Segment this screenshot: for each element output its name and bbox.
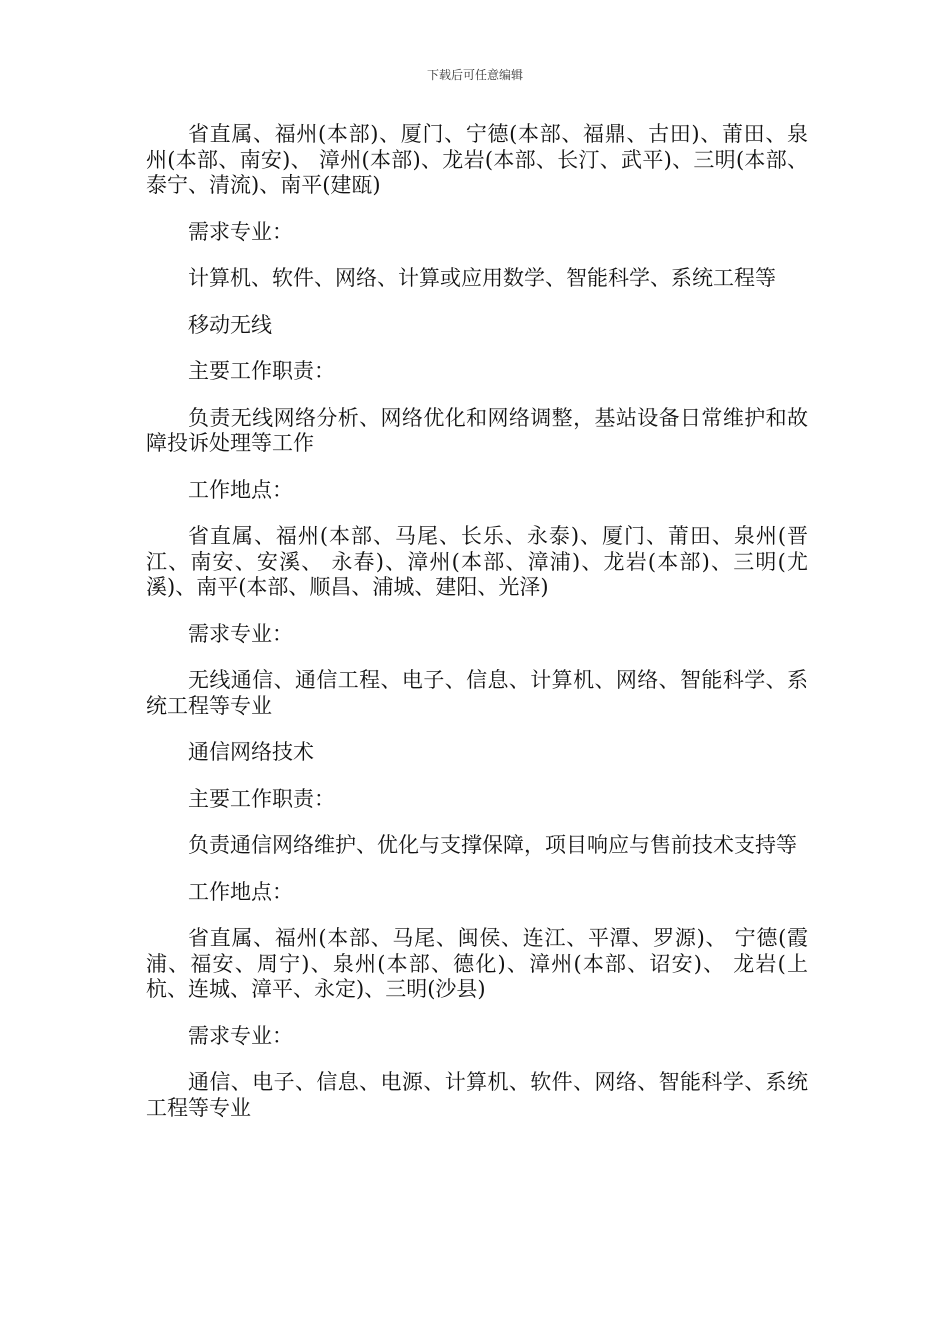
document-body	[146, 122, 808, 1142]
paragraph-duties-label-2: 主要工作职责：	[188, 786, 335, 811]
paragraph-duties-label-1: 主要工作职责：	[188, 359, 335, 383]
paragraph-locations-2: 省直属、福州(本部、马尾、长乐、永泰)、厦门、莆田、泉州(晋江、南安、安溪、 永春)、漳州(本部、漳浦)、龙岩(本部)、三明(尤溪)、南平(本部、顺昌、浦城、建阳、光泽)	[146, 524, 808, 599]
paragraph-required-major-label-1: 需求专业：	[188, 219, 293, 244]
paragraph-locations-3: 省直属、福州(本部、马尾、闽侯、连江、平潭、罗源)、 宁德(霞浦、福安、周宁)、泉州(本部、德化)、漳州(本部、诏安)、 龙岩(上杭、连城、漳平、永定)、三明(沙县)	[146, 926, 808, 1001]
section-title-mobile-wireless: 移动无线	[188, 312, 272, 337]
paragraph-required-majors-2: 无线通信、通信工程、电子、信息、计算机、网络、智能科学、系统工程等专业	[146, 668, 808, 718]
section-title-network-technology: 通信网络技术	[188, 740, 314, 764]
paragraph-required-major-label-2: 需求专业：	[188, 621, 293, 646]
page-header: 下载后可任意编辑	[426, 68, 523, 82]
paragraph-duties-1: 负责无线网络分析、网络优化和网络调整，基站设备日常维护和故障投诉处理等工作	[146, 405, 808, 455]
paragraph-duties-2: 负责通信网络维护、优化与支撑保障，项目响应与售前技术支持等	[188, 833, 797, 857]
paragraph-locations-1: 省直属、福州(本部)、厦门、宁德(本部、福鼎、古田)、莆田、泉州(本部、南安)、 漳州(本部)、龙岩(本部、长汀、武平)、三明(本部、泰宁、清流)、南平(建瓯)	[146, 122, 808, 197]
paragraph-required-majors-3: 通信、电子、信息、电源、计算机、软件、网络、智能科学、系统工程等专业	[146, 1070, 808, 1120]
paragraph-required-majors-1: 计算机、软件、网络、计算或应用数学、智能科学、系统工程等	[188, 266, 776, 290]
paragraph-required-major-label-3: 需求专业：	[188, 1023, 293, 1048]
paragraph-location-label-1: 工作地点：	[188, 477, 293, 502]
paragraph-location-label-2: 工作地点：	[188, 879, 293, 904]
